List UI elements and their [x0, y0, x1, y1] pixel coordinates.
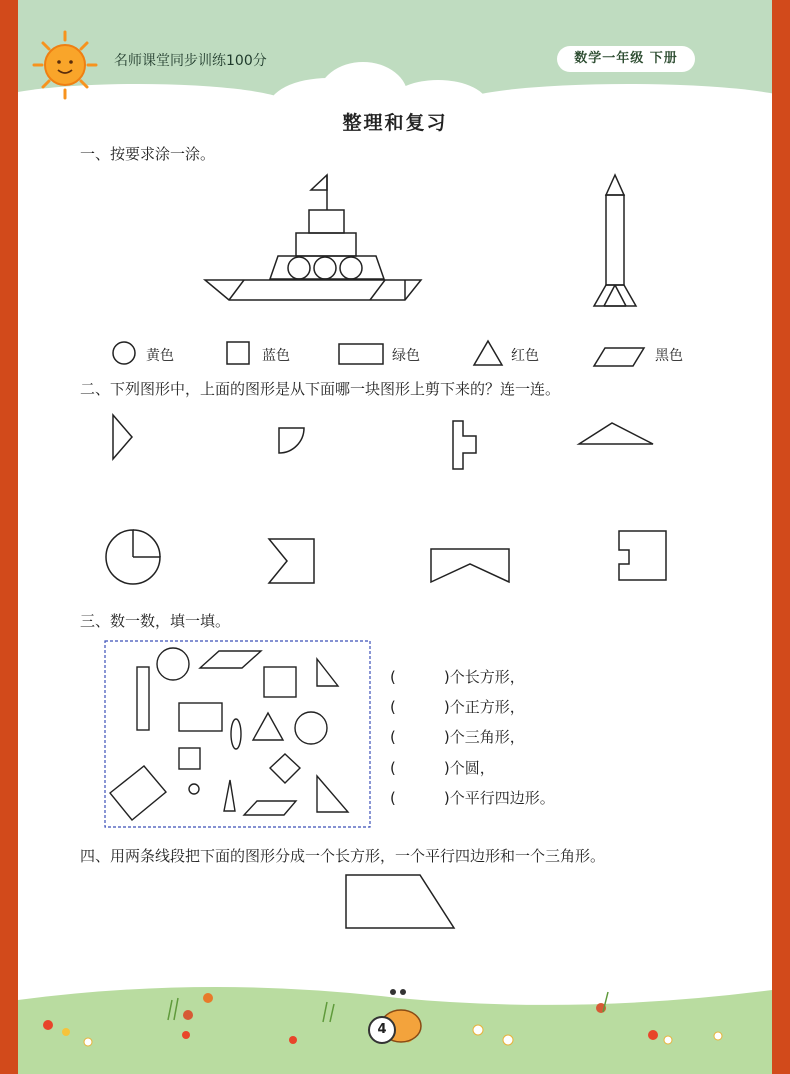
legend-label-black: 黑色 — [655, 348, 683, 364]
question-1-label: 一、按要求涂一涂。 — [80, 145, 216, 163]
question-3-label: 三、数一数，填一填。 — [80, 612, 231, 630]
worksheet-page — [18, 0, 772, 1074]
shape-counting-box — [104, 640, 372, 830]
legend-label-blue: 蓝色 — [262, 348, 290, 364]
circle-icon — [112, 341, 136, 365]
legend-label-red: 红色 — [511, 348, 539, 364]
whole-circle-missing-quarter — [102, 527, 164, 587]
page-number: 4 — [368, 1016, 396, 1044]
square-icon — [226, 341, 250, 365]
whole-notched-square — [266, 536, 318, 586]
series-title: 名师课堂同步训练100分 — [114, 53, 267, 69]
whole-notched-square-side — [614, 528, 670, 584]
triangle-icon — [473, 340, 503, 366]
rocket-figure — [588, 170, 638, 310]
legend-label-green: 绿色 — [392, 348, 420, 364]
blank-rectangles[interactable]: ( )个长方形， — [390, 668, 525, 686]
sun-icon — [32, 30, 98, 100]
blank-circles[interactable]: ( )个圆， — [390, 759, 495, 777]
rectangle-icon — [338, 343, 384, 365]
trapezoid-figure[interactable] — [343, 872, 458, 932]
whole-notched-rectangle — [428, 546, 512, 586]
cut-piece-quarter-circle — [276, 425, 310, 457]
page-title: 整理和复习 — [342, 112, 448, 134]
blank-triangles[interactable]: ( )个三角形， — [390, 728, 525, 746]
grade-label: 数学一年级 下册 — [557, 46, 695, 72]
blank-parallelograms[interactable]: ( )个平行四边形。 — [390, 789, 555, 807]
question-4-label: 四、用两条线段把下面的图形分成一个长方形，一个平行四边形和一个三角形。 — [80, 847, 606, 865]
legend-label-yellow: 黄色 — [146, 348, 174, 364]
cut-piece-triangle — [108, 412, 138, 462]
question-2-label: 二、下列图形中，上面的图形是从下面哪一块图形上剪下来的？连一连。 — [80, 380, 561, 398]
cut-piece-t-shape — [448, 418, 482, 472]
blank-squares[interactable]: ( )个正方形， — [390, 698, 525, 716]
ship-figure — [198, 170, 428, 310]
parallelogram-icon — [593, 347, 645, 367]
cut-piece-flat-triangle — [576, 420, 656, 448]
